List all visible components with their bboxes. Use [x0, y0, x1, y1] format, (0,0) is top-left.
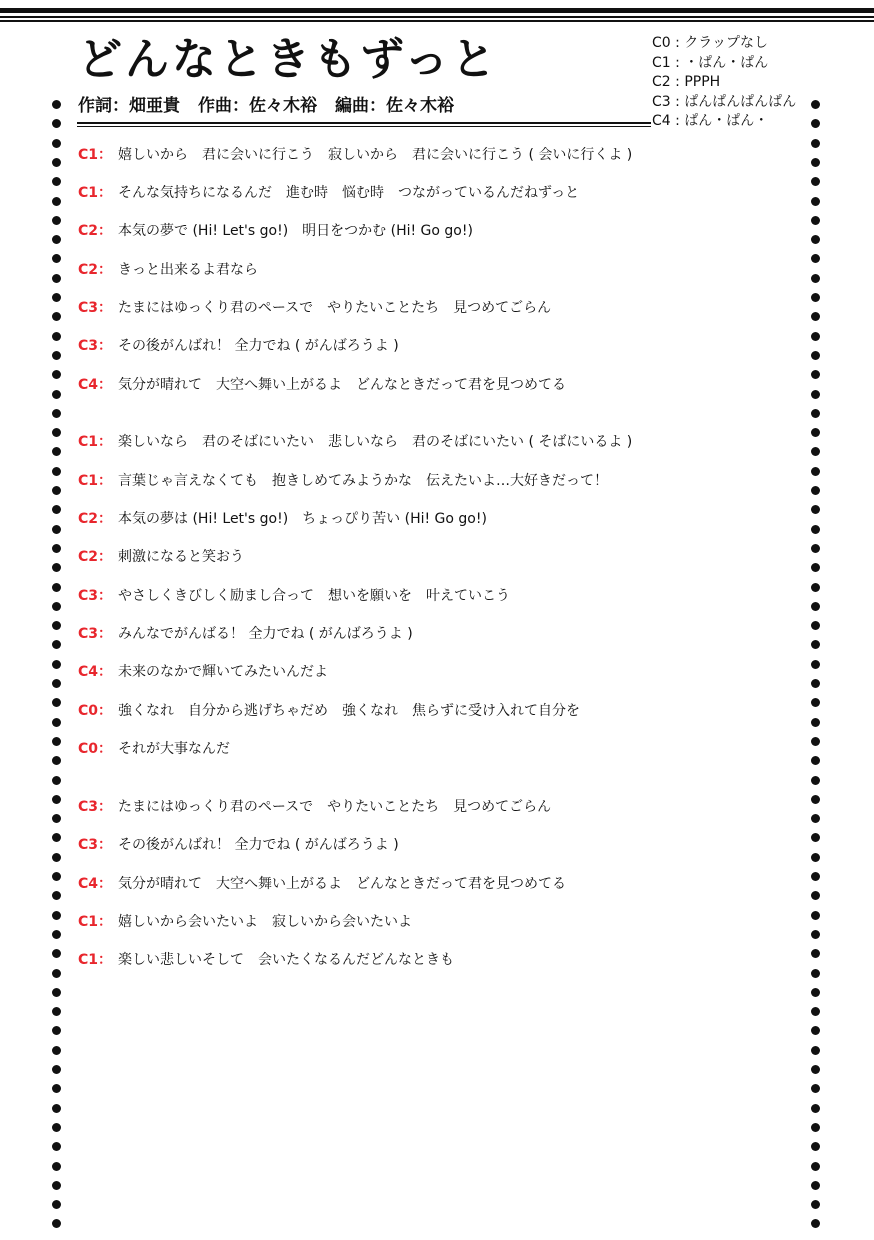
border-dot	[52, 312, 61, 321]
border-dot	[52, 756, 61, 765]
border-dot	[52, 814, 61, 823]
border-dot	[811, 351, 820, 360]
clap-code: C3：	[78, 588, 113, 604]
clap-code: C0：	[78, 703, 113, 719]
top-rule-thick	[0, 8, 874, 13]
lyric-text: 本気の夢は (Hi! Let's go!) ちょっぴり苦い (Hi! Go go!)	[118, 511, 487, 527]
lyric-line	[78, 700, 580, 722]
border-dot	[52, 988, 61, 997]
border-dot	[52, 795, 61, 804]
lyric-text: 嬉しいから 君に会いに行こう 寂しいから 君に会いに行こう ( 会いに行くよ )	[118, 147, 633, 163]
legend-code: C4	[652, 113, 671, 129]
lyric-line	[78, 182, 579, 204]
border-dot	[811, 718, 820, 727]
clap-code: C3：	[78, 338, 113, 354]
lyric-line	[78, 431, 632, 453]
border-dot	[52, 351, 61, 360]
border-dot	[52, 486, 61, 495]
lyric-line	[78, 873, 566, 895]
border-dot	[811, 428, 820, 437]
clap-code: C1：	[78, 952, 113, 968]
legend-text: ・ぱん・ぱん	[684, 54, 769, 71]
border-dot	[811, 930, 820, 939]
border-dot	[52, 602, 61, 611]
border-dot	[52, 525, 61, 534]
lyric-text: 嬉しいから会いたいよ 寂しいから会いたいよ	[118, 914, 412, 930]
lyric-line	[78, 796, 551, 818]
border-dot	[811, 505, 820, 514]
lyric-line	[78, 144, 632, 166]
border-dot	[52, 158, 61, 167]
border-dot	[811, 1104, 820, 1113]
border-dot	[811, 235, 820, 244]
lyric-line	[78, 546, 244, 568]
clap-code: C1：	[78, 147, 113, 163]
lyric-text: その後がんばれ！ 全力でね ( がんばろうよ )	[118, 837, 399, 853]
lyric-line	[78, 508, 487, 530]
legend-row-c3: C3 : ぱんぱんぱんぱん	[652, 93, 797, 110]
clap-code: C0：	[78, 741, 113, 757]
lyric-line	[78, 259, 258, 281]
lyric-text: たまにはゆっくり君のペースで やりたいことたち 見つめてごらん	[118, 300, 552, 316]
border-dot	[52, 1046, 61, 1055]
border-dot	[52, 891, 61, 900]
border-dot	[811, 158, 820, 167]
border-dot	[811, 660, 820, 669]
border-dot	[811, 756, 820, 765]
border-dot	[811, 988, 820, 997]
border-dot	[811, 467, 820, 476]
lyric-text: みんなでがんばる！ 全力でね ( がんばろうよ )	[118, 626, 413, 642]
left-dotted-border	[52, 100, 64, 1235]
border-dot	[811, 853, 820, 862]
clap-code: C4：	[78, 664, 113, 680]
border-dot	[52, 119, 61, 128]
border-dot	[811, 390, 820, 399]
clap-code: C2：	[78, 223, 113, 239]
border-dot	[811, 1181, 820, 1190]
border-dot	[52, 447, 61, 456]
border-dot	[811, 525, 820, 534]
clap-code: C1：	[78, 473, 113, 489]
border-dot	[811, 254, 820, 263]
border-dot	[811, 969, 820, 978]
border-dot	[52, 390, 61, 399]
border-dot	[52, 583, 61, 592]
lyric-text: 未来のなかで輝いてみたいんだよ	[118, 664, 328, 680]
lyric-text: 言葉じゃ言えなくても 抱きしめてみようかな 伝えたいよ…大好きだって！	[118, 473, 608, 489]
legend-code: C0	[652, 35, 671, 51]
title-underline-thin	[77, 126, 651, 127]
border-dot	[811, 602, 820, 611]
lyricist-name: 畑亜貴	[129, 96, 180, 116]
border-dot	[811, 1026, 820, 1035]
border-dot	[52, 853, 61, 862]
lyric-line	[78, 220, 473, 242]
border-dot	[811, 949, 820, 958]
border-dot	[52, 1104, 61, 1113]
lyric-text: 楽しいなら 君のそばにいたい 悲しいなら 君のそばにいたい ( そばにいるよ )	[118, 434, 633, 450]
clap-code: C1：	[78, 185, 113, 201]
composer-name: 佐々木裕	[249, 96, 317, 116]
border-dot	[52, 737, 61, 746]
lyric-line	[78, 949, 454, 971]
border-dot	[811, 293, 820, 302]
border-dot	[811, 1200, 820, 1209]
border-dot	[52, 1219, 61, 1228]
border-dot	[811, 1219, 820, 1228]
border-dot	[52, 467, 61, 476]
border-dot	[811, 911, 820, 920]
legend-code: C2	[652, 74, 671, 90]
clap-code: C3：	[78, 626, 113, 642]
composer-label: 作曲：	[198, 96, 249, 116]
legend-code: C3	[652, 93, 671, 110]
border-dot	[811, 891, 820, 900]
clap-code: C2：	[78, 262, 113, 278]
border-dot	[52, 370, 61, 379]
border-dot	[52, 274, 61, 283]
lyric-text: それが大事なんだ	[118, 741, 230, 757]
border-dot	[52, 544, 61, 553]
border-dot	[52, 1181, 61, 1190]
lyric-line	[78, 374, 566, 396]
border-dot	[811, 795, 820, 804]
clap-code: C1：	[78, 914, 113, 930]
border-dot	[811, 1142, 820, 1151]
legend-row-c0: C0 : クラップなし	[652, 35, 769, 51]
lyric-line	[78, 297, 551, 319]
title-underline-thick	[77, 122, 651, 124]
border-dot	[811, 737, 820, 746]
border-dot	[811, 621, 820, 630]
border-dot	[52, 332, 61, 341]
lyric-line	[78, 661, 328, 683]
border-dot	[52, 1142, 61, 1151]
border-dot	[52, 409, 61, 418]
border-dot	[811, 833, 820, 842]
top-rule-thin-1	[0, 16, 874, 18]
border-dot	[52, 621, 61, 630]
lyric-text: 本気の夢で (Hi! Let's go!) 明日をつかむ (Hi! Go go!)	[118, 223, 473, 239]
clap-code: C3：	[78, 799, 113, 815]
lyric-text: 楽しい悲しいそして 会いたくなるんだどんなときも	[118, 952, 454, 968]
border-dot	[811, 409, 820, 418]
arranger-name: 佐々木裕	[386, 96, 454, 116]
border-dot	[811, 1084, 820, 1093]
border-dot	[811, 1162, 820, 1171]
clap-code: C3：	[78, 300, 113, 316]
border-dot	[52, 1007, 61, 1016]
border-dot	[52, 930, 61, 939]
border-dot	[811, 1046, 820, 1055]
credits-line	[78, 94, 454, 118]
border-dot	[811, 814, 820, 823]
clap-legend	[652, 34, 796, 132]
border-dot	[52, 216, 61, 225]
border-dot	[811, 197, 820, 206]
border-dot	[52, 235, 61, 244]
border-dot	[52, 776, 61, 785]
border-dot	[52, 505, 61, 514]
border-dot	[811, 274, 820, 283]
border-dot	[811, 698, 820, 707]
border-dot	[52, 969, 61, 978]
border-dot	[811, 370, 820, 379]
legend-row-c1: C1 : ・ぱん・ぱん	[652, 54, 769, 71]
border-dot	[811, 177, 820, 186]
border-dot	[52, 640, 61, 649]
border-dot	[52, 911, 61, 920]
lyric-line	[78, 834, 399, 856]
right-dotted-border	[811, 100, 823, 1235]
border-dot	[52, 679, 61, 688]
clap-code: C2：	[78, 511, 113, 527]
lyric-line	[78, 623, 413, 645]
border-dot	[52, 872, 61, 881]
border-dot	[811, 563, 820, 572]
legend-text: クラップなし	[684, 35, 769, 51]
lyric-text: その後がんばれ！ 全力でね ( がんばろうよ )	[118, 338, 399, 354]
border-dot	[52, 563, 61, 572]
border-dot	[52, 100, 61, 109]
border-dot	[52, 1065, 61, 1074]
border-dot	[52, 428, 61, 437]
border-dot	[811, 486, 820, 495]
border-dot	[52, 293, 61, 302]
border-dot	[811, 1123, 820, 1132]
legend-text: PPPH	[684, 74, 721, 90]
border-dot	[811, 447, 820, 456]
lyric-text: 強くなれ 自分から逃げちゃだめ 強くなれ 焦らずに受け入れて自分を	[118, 703, 580, 719]
legend-row-c2: C2 : PPPH	[652, 74, 721, 90]
border-dot	[52, 177, 61, 186]
legend-text: ぱんぱんぱんぱん	[684, 93, 797, 110]
lyric-text: やさしくきびしく励まし合って 想いを願いを 叶えていこう	[118, 588, 510, 604]
lyric-line	[78, 911, 412, 933]
border-dot	[52, 698, 61, 707]
border-dot	[811, 332, 820, 341]
border-dot	[52, 718, 61, 727]
lyricist-label: 作詞：	[78, 96, 129, 116]
border-dot	[811, 544, 820, 553]
border-dot	[52, 1026, 61, 1035]
lyric-text: 気分が晴れて 大空へ舞い上がるよ どんなときだって君を見つめてる	[118, 377, 566, 393]
border-dot	[811, 139, 820, 148]
border-dot	[52, 660, 61, 669]
arranger-label: 編曲：	[335, 96, 386, 116]
top-rule-thin-2	[0, 20, 874, 22]
border-dot	[811, 776, 820, 785]
clap-code: C4：	[78, 876, 113, 892]
border-dot	[52, 139, 61, 148]
clap-code: C1：	[78, 434, 113, 450]
lyric-line	[78, 335, 399, 357]
song-title: どんなときもずっと	[78, 34, 499, 85]
border-dot	[52, 1162, 61, 1171]
border-dot	[52, 833, 61, 842]
border-dot	[52, 1200, 61, 1209]
border-dot	[52, 949, 61, 958]
border-dot	[52, 197, 61, 206]
lyric-line	[78, 585, 510, 607]
clap-code: C3：	[78, 837, 113, 853]
lyric-text: そんな気持ちになるんだ 進む時 悩む時 つながっているんだねずっと	[118, 185, 580, 201]
border-dot	[811, 312, 820, 321]
border-dot	[811, 679, 820, 688]
border-dot	[52, 254, 61, 263]
legend-row-c4: C4 : ぱん・ぱん・	[652, 113, 769, 129]
clap-code: C2：	[78, 549, 113, 565]
border-dot	[811, 872, 820, 881]
border-dot	[52, 1084, 61, 1093]
clap-code: C4：	[78, 377, 113, 393]
lyric-text: 刺激になると笑おう	[118, 549, 244, 565]
legend-text: ぱん・ぱん・	[684, 113, 769, 129]
border-dot	[811, 100, 820, 109]
lyric-text: たまにはゆっくり君のペースで やりたいことたち 見つめてごらん	[118, 799, 552, 815]
border-dot	[811, 583, 820, 592]
lyric-text: きっと出来るよ君なら	[118, 262, 258, 278]
lyric-text: 気分が晴れて 大空へ舞い上がるよ どんなときだって君を見つめてる	[118, 876, 566, 892]
border-dot	[52, 1123, 61, 1132]
border-dot	[811, 640, 820, 649]
border-dot	[811, 119, 820, 128]
lyric-line	[78, 738, 230, 760]
legend-code: C1	[652, 54, 671, 71]
border-dot	[811, 216, 820, 225]
border-dot	[811, 1007, 820, 1016]
lyric-line	[78, 470, 608, 492]
border-dot	[811, 1065, 820, 1074]
